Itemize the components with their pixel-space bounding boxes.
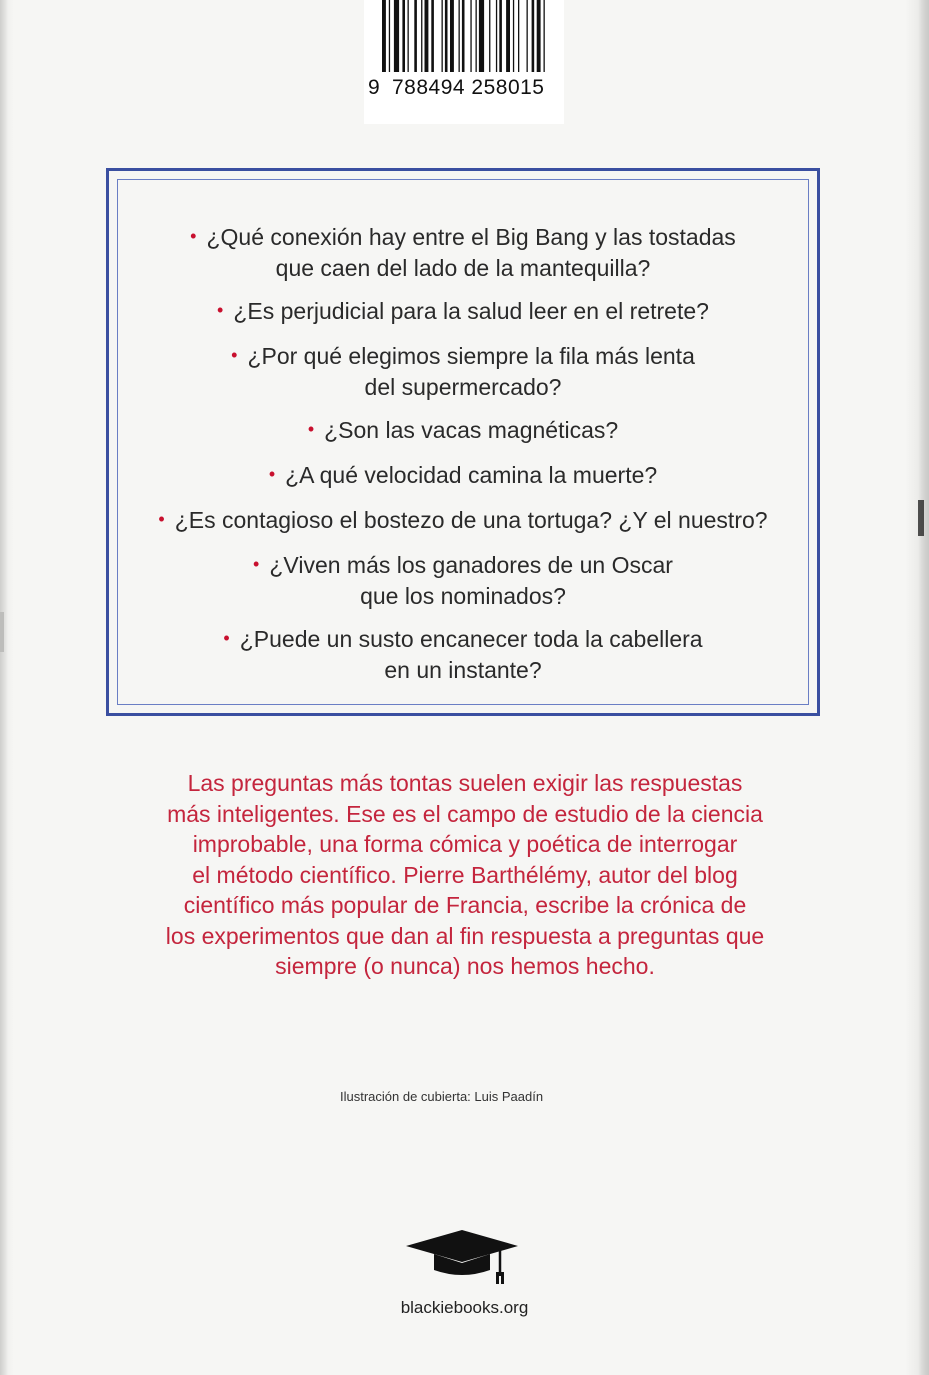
question-line: que los nominados? <box>360 583 566 609</box>
description-line: Las preguntas más tontas suelen exigir las respuestas <box>187 770 743 796</box>
right-edge-shadow <box>918 0 929 1375</box>
question-item <box>109 551 817 611</box>
description-line: el método científico. Pierre Barthélémy, autor del blog <box>192 861 738 888</box>
graduation-cap-icon <box>404 1226 520 1288</box>
description-line: científico más popular de Francia, escribe la crónica de <box>183 892 747 918</box>
bullet-icon: • <box>307 419 315 439</box>
left-edge-shadow <box>0 0 8 1375</box>
isbn-first-digit: 9 <box>368 76 381 99</box>
bullet-icon: • <box>268 464 276 484</box>
isbn-digits: 788494 258015 <box>392 76 545 99</box>
bullet-icon: • <box>223 628 230 648</box>
bullet-icon: • <box>158 509 165 529</box>
question-item <box>109 625 817 685</box>
question-line: • ¿Por qué elegimos siempre la fila más lenta <box>231 343 695 369</box>
publisher-website[interactable]: blackiebooks.org <box>400 1298 529 1317</box>
question-item <box>109 506 817 537</box>
question-line: • ¿Son las vacas magnéticas? <box>307 417 619 443</box>
barcode <box>364 0 564 124</box>
question-item <box>109 297 817 328</box>
question-line: • ¿A qué velocidad camina la muerte? <box>268 462 658 488</box>
description-line: más inteligentes. Ese es el campo de estudio de la ciencia <box>167 800 763 827</box>
question-line: • ¿Es perjudicial para la salud leer en el retrete? <box>217 298 709 324</box>
question-item <box>109 416 817 447</box>
bullet-icon: • <box>190 226 197 246</box>
question-item <box>109 342 817 402</box>
question-item <box>109 461 817 492</box>
description-line: improbable, una forma cómica y poética de interrogar <box>192 831 738 857</box>
spine-mark <box>918 500 924 536</box>
question-line: en un instante? <box>384 657 542 683</box>
bullet-icon: • <box>253 554 260 574</box>
book-description <box>110 768 820 982</box>
question-line: • ¿Puede un susto encanecer toda la cabellera <box>223 626 703 652</box>
question-line: • ¿Qué conexión hay entre el Big Bang y las tostadas <box>190 224 736 250</box>
bullet-icon: • <box>231 345 238 365</box>
description-line: siempre (o nunca) nos hemos hecho. <box>275 953 655 979</box>
bullet-icon: • <box>217 300 224 320</box>
question-line: del supermercado? <box>364 374 562 400</box>
question-line: • ¿Es contagioso el bostezo de una tortuga? ¿Y el nuestro? <box>158 507 768 533</box>
question-line: • ¿Viven más los ganadores de un Oscar <box>253 552 673 578</box>
barcode-icon <box>382 0 572 72</box>
questions-box <box>106 168 820 716</box>
question-line: que caen del lado de la mantequilla? <box>275 255 651 281</box>
questions-list <box>109 223 817 699</box>
description-line: los experimentos que dan al fin respuesta a preguntas que <box>165 922 765 949</box>
left-edge-mark <box>0 612 4 652</box>
question-item <box>109 223 817 283</box>
cover-credit: Ilustración de cubierta: Luis Paadín <box>340 1089 544 1104</box>
